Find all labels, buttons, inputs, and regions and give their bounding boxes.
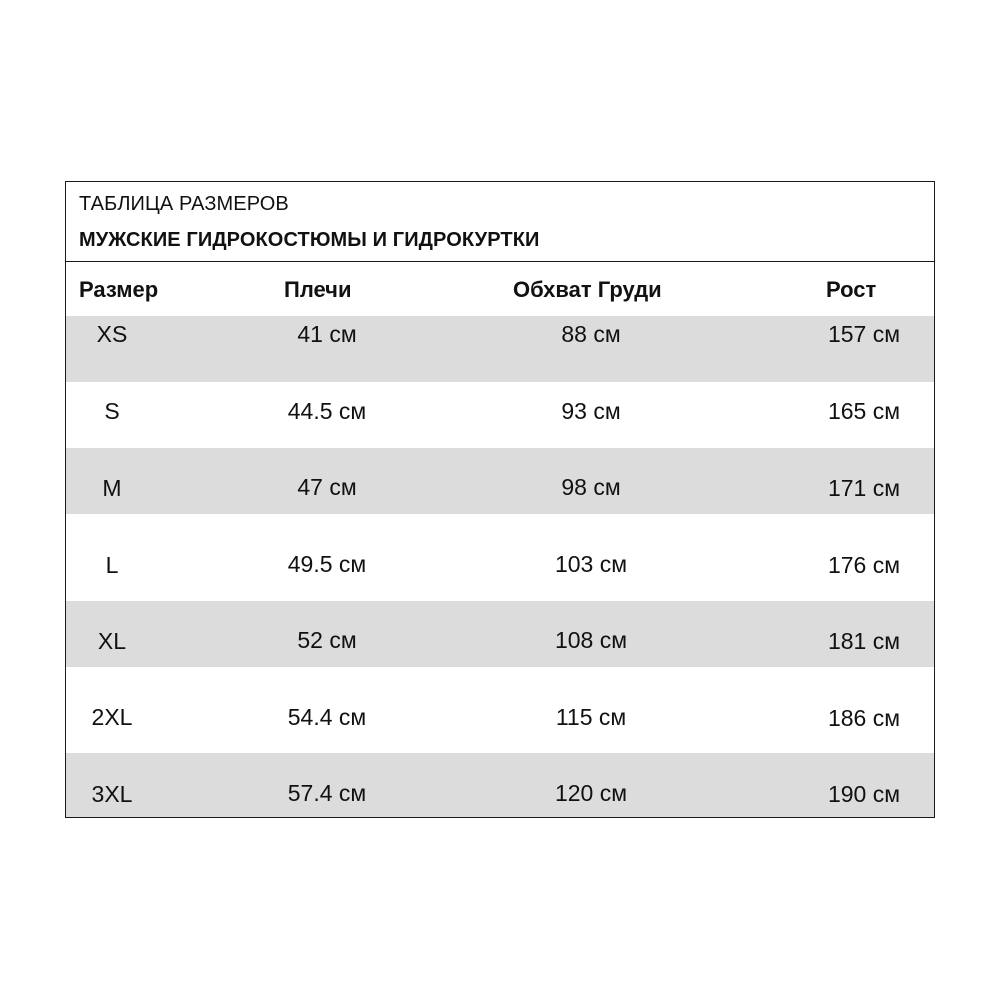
table-body xyxy=(66,316,934,817)
table-title-block xyxy=(66,182,934,262)
size-chart-table xyxy=(65,181,935,818)
table-header-row xyxy=(66,262,934,317)
chest-cell: 115 см xyxy=(555,704,627,730)
height-cell: 165 см xyxy=(827,398,901,424)
chest-cell: 108 см xyxy=(554,627,628,653)
shoulders-cell: 41 см xyxy=(297,321,357,347)
table-row xyxy=(66,514,934,601)
chest-cell: 88 см xyxy=(561,321,621,347)
table-row xyxy=(66,667,934,753)
height-cell: 176 см xyxy=(827,552,901,578)
height-cell: 190 см xyxy=(827,781,901,807)
height-cell: 181 см xyxy=(827,628,901,654)
height-cell: 186 см xyxy=(827,705,901,731)
chest-cell: 98 см xyxy=(561,474,621,500)
height-cell: 157 см xyxy=(827,321,901,347)
height-cell: 171 см xyxy=(827,475,901,501)
table-row xyxy=(66,753,934,817)
column-header-size: Размер xyxy=(79,277,159,302)
shoulders-cell: 54.4 см xyxy=(287,704,367,730)
shoulders-cell: 47 см xyxy=(297,474,357,500)
column-header-height: Рост xyxy=(826,277,877,302)
shoulders-cell: 44.5 см xyxy=(287,398,367,424)
shoulders-cell: 49.5 см xyxy=(287,551,367,577)
chest-cell: 103 см xyxy=(554,551,628,577)
size-cell: M xyxy=(102,475,122,501)
size-cell: XL xyxy=(97,628,127,654)
table-row xyxy=(66,601,934,667)
table-row xyxy=(66,448,934,514)
size-cell: 3XL xyxy=(91,781,133,807)
column-header-shoulders: Плечи xyxy=(284,277,352,302)
table-row xyxy=(66,316,934,382)
column-header-chest: Обхват Груди xyxy=(513,277,662,302)
size-cell: 2XL xyxy=(91,704,133,730)
chest-cell: 120 см xyxy=(554,780,628,806)
table-row xyxy=(66,382,934,448)
size-cell: S xyxy=(104,398,120,424)
shoulders-cell: 52 см xyxy=(297,627,357,653)
chest-cell: 93 см xyxy=(561,398,621,424)
table-title: ТАБЛИЦА РАЗМЕРОВ xyxy=(79,193,289,215)
size-cell: L xyxy=(105,552,119,578)
size-cell: XS xyxy=(96,321,128,347)
shoulders-cell: 57.4 см xyxy=(287,780,367,806)
table-subtitle: МУЖСКИЕ ГИДРОКОСТЮМЫ И ГИДРОКУРТКИ xyxy=(79,229,540,251)
